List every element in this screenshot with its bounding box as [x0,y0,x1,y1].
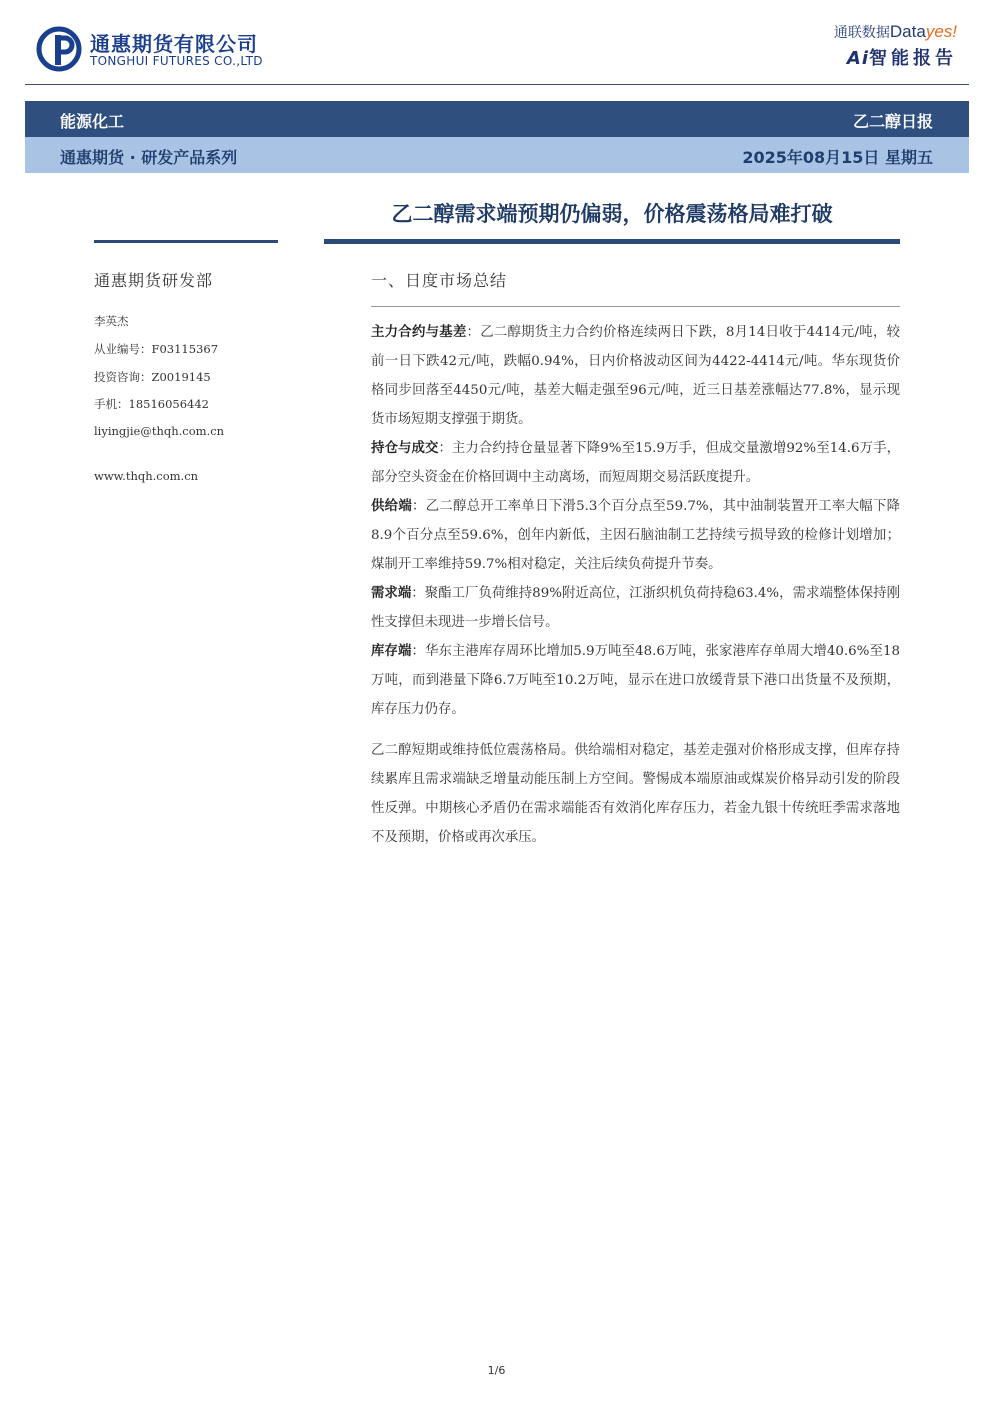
datayes-ai-report-brand [834,22,957,70]
consult-number: 投资咨询：Z0019145 [94,370,211,384]
paragraph-text: ：聚酯工厂负荷维持89%附近高位，江浙织机负荷持稳63.4%，需求端整体保持刚性支撑但未现进一步增长信号。 [371,586,900,630]
logo-chinese-name: 通惠期货有限公司 [90,32,258,56]
paragraph-label: 需求端 [371,585,412,601]
paragraph-demand [371,579,900,637]
ai-report-label [834,44,957,70]
company-logo [36,24,276,74]
section-body [371,318,900,852]
series-label: 通惠期货 · 研发产品系列 [60,148,238,167]
section-divider [371,306,900,307]
ai-report-text: 智能报告 [869,48,957,69]
logo-english-name: TONGHUI FUTURES CO.,LTD [90,54,263,68]
paragraph-text: ：华东主港库存周环比增加5.9万吨至48.6万吨，张家港库存单周大增40.6%至18万吨，而到港量下降6.7万吨至10.2万吨，显示在进口放缓背景下港口出货量不及预期，库存压力仍存。 [371,644,901,717]
datayes-brand [834,22,957,42]
report-date: 2025年08月15日 星期五 [742,148,933,167]
paragraph-text: ：乙二醇期货主力合约价格连续两日下跌，8月14日收于4414元/吨，较前一日下跌42元/吨，跌幅0.94%，日内价格波动区间为4422-4414元/吨。华东现货价格同步回落至4450元/吨，基差大幅走强至96元/吨，近三日基差涨幅达77.8%，显示现货市场短期支撑强于期货。 [371,325,900,427]
email-link[interactable]: liyingjie@thqh.com.cn [94,424,225,438]
category-label: 能源化工 [60,112,125,131]
license-number: 从业编号：F03115367 [94,342,219,356]
page-number: 1/6 [487,1364,506,1377]
paragraph-label: 主力合约与基差 [371,324,467,340]
section-heading: 一、日度市场总结 [371,271,508,290]
analyst-name: 李英杰 [94,314,129,328]
paragraph-label: 供给端 [371,498,413,514]
header-divider [25,84,969,85]
report-title: 乙二醇需求端预期仍偏弱，价格震荡格局难打破 [391,202,833,226]
paragraph-label: 库存端 [371,643,412,659]
paragraph-text: ：主力合约持仓量显著下降9%至15.9万手，但成交量激增92%至14.6万手，部分空头资金在价格回调中主动离场，而短周期交易活跃度提升。 [371,441,901,485]
datayes-prefix: 通联数据 [833,25,890,41]
title-underline [324,239,900,244]
paragraph-inventory [371,637,900,724]
paragraph-positions [371,434,900,492]
department-name: 通惠期货研发部 [94,271,214,290]
tonghui-logo-icon [36,26,82,72]
paragraph-label: 持仓与成交 [371,440,439,456]
ai-label: Ai [846,48,869,69]
report-type-label: 乙二醇日报 [852,112,933,131]
paragraph-supply [371,492,900,579]
paragraph-basis [371,318,900,434]
paragraph-text: ：乙二醇总开工率单日下滑5.3个百分点至59.7%，其中油制装置开工率大幅下降8.9个百分点至59.6%，创年内新低，主因石脑油制工艺持续亏损导致的检修计划增加；煤制开工率维持59.7%相对稳定，关注后续负荷提升节奏。 [371,499,901,572]
series-bar [25,137,969,173]
datayes-yes: yes! [925,22,957,41]
sidebar-top-rule [94,240,278,243]
category-bar [25,101,969,137]
datayes-data: Data [889,22,926,41]
summary-paragraph: 乙二醇短期或维持低位震荡格局。供给端相对稳定，基差走强对价格形成支撑，但库存持续累库且需求端缺乏增量动能压制上方空间。警惕成本端原油或煤炭价格异动引发的阶段性反弹。中期核心矛盾仍在需求端能否有效消化库存压力，若金九银十传统旺季需求落地不及预期，价格或再次承压。 [371,743,900,845]
phone-number: 手机：18516056442 [94,397,209,411]
website-link[interactable]: www.thqh.com.cn [94,469,199,483]
